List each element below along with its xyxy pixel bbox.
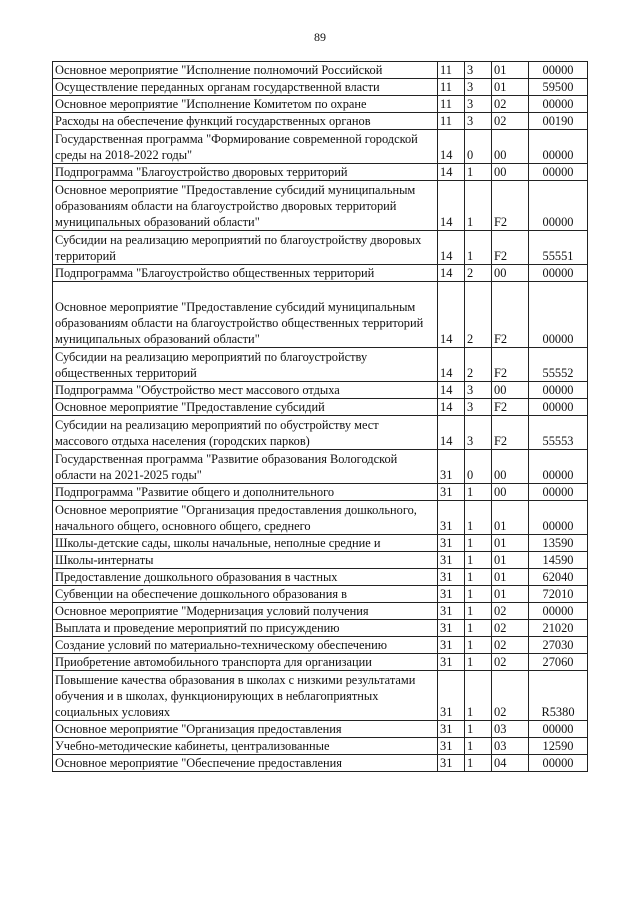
table-row [53,96,588,113]
program-code: 31 [438,569,465,586]
subprogram-code: 1 [465,671,492,721]
row-description: Создание условий по материально-техническому обеспечению [53,637,438,654]
subprogram-code: 3 [465,96,492,113]
activity-code: 01 [492,79,529,96]
subprogram-code: 1 [465,721,492,738]
activity-code: F2 [492,416,529,450]
program-code: 31 [438,654,465,671]
expense-direction-code: 00000 [529,399,588,416]
activity-code: 00 [492,450,529,484]
program-code: 31 [438,603,465,620]
table-row [53,399,588,416]
table-row [53,130,588,164]
subprogram-code: 2 [465,265,492,282]
row-description: Учебно-методические кабинеты, централизованные [53,738,438,755]
expense-direction-code: 00190 [529,113,588,130]
subprogram-code: 3 [465,416,492,450]
program-code: 14 [438,282,465,348]
row-description: Субвенции на обеспечение дошкольного образования в [53,586,438,603]
row-description: Школы-интернаты [53,552,438,569]
program-code: 31 [438,620,465,637]
activity-code: F2 [492,231,529,265]
table-row [53,654,588,671]
row-description: Предоставление дошкольного образования в частных [53,569,438,586]
activity-code: 01 [492,535,529,552]
subprogram-code: 1 [465,637,492,654]
table-row [53,113,588,130]
subprogram-code: 3 [465,79,492,96]
subprogram-code: 1 [465,231,492,265]
row-description: Основное мероприятие "Организация предоставления дошкольного, начального общего, основного общего, среднего [53,501,438,535]
row-description: Государственная программа "Формирование современной городской среды на 2018-2022 годы" [53,130,438,164]
subprogram-code: 1 [465,755,492,772]
row-description: Подпрограмма "Развитие общего и дополнительного [53,484,438,501]
expense-direction-code: 00000 [529,603,588,620]
activity-code: F2 [492,282,529,348]
expense-direction-code: 00000 [529,450,588,484]
table-body [53,62,588,772]
table-row [53,637,588,654]
expense-direction-code: 55552 [529,348,588,382]
activity-code: 02 [492,671,529,721]
row-description: Основное мероприятие "Исполнение Комитетом по охране [53,96,438,113]
table-row [53,79,588,96]
row-description: Расходы на обеспечение функций государственных органов [53,113,438,130]
row-description: Приобретение автомобильного транспорта для организации [53,654,438,671]
table-row [53,586,588,603]
expense-direction-code: 21020 [529,620,588,637]
program-code: 14 [438,231,465,265]
expense-direction-code: 62040 [529,569,588,586]
activity-code: 02 [492,654,529,671]
activity-code: 01 [492,501,529,535]
subprogram-code: 1 [465,654,492,671]
expense-direction-code: 13590 [529,535,588,552]
subprogram-code: 1 [465,501,492,535]
activity-code: 04 [492,755,529,772]
program-code: 14 [438,181,465,231]
activity-code: 00 [492,130,529,164]
subprogram-code: 3 [465,62,492,79]
program-code: 14 [438,265,465,282]
program-code: 11 [438,113,465,130]
program-code: 14 [438,399,465,416]
activity-code: 03 [492,738,529,755]
subprogram-code: 3 [465,399,492,416]
row-description: Выплата и проведение мероприятий по присуждению [53,620,438,637]
row-description: Государственная программа "Развитие образования Вологодской области на 2021-2025 годы" [53,450,438,484]
expense-direction-code: 00000 [529,484,588,501]
program-code: 31 [438,637,465,654]
row-description: Подпрограмма "Благоустройство дворовых территорий [53,164,438,181]
program-code: 31 [438,755,465,772]
row-description: Субсидии на реализацию мероприятий по благоустройству дворовых территорий [53,231,438,265]
row-description: Основное мероприятие "Исполнение полномочий Российской [53,62,438,79]
subprogram-code: 3 [465,113,492,130]
subprogram-code: 1 [465,586,492,603]
activity-code: 00 [492,265,529,282]
subprogram-code: 1 [465,552,492,569]
subprogram-code: 2 [465,282,492,348]
expense-direction-code: 00000 [529,130,588,164]
table-row [53,181,588,231]
activity-code: 02 [492,620,529,637]
table-row [53,484,588,501]
subprogram-code: 2 [465,348,492,382]
table-row [53,620,588,637]
row-description: Субсидии на реализацию мероприятий по благоустройству общественных территорий [53,348,438,382]
activity-code: 01 [492,586,529,603]
table-row [53,552,588,569]
expense-direction-code: 27030 [529,637,588,654]
subprogram-code: 1 [465,620,492,637]
expense-direction-code: 00000 [529,755,588,772]
activity-code: 02 [492,603,529,620]
program-code: 14 [438,130,465,164]
expense-direction-code: 00000 [529,265,588,282]
expense-direction-code: 00000 [529,501,588,535]
row-description: Основное мероприятие "Предоставление субсидий муниципальным образованиям области на благоустройство общественных территорий муниципальных образований области" [53,282,438,348]
table-row [53,501,588,535]
table-row [53,62,588,79]
subprogram-code: 1 [465,603,492,620]
program-code: 31 [438,586,465,603]
table-row [53,569,588,586]
activity-code: F2 [492,181,529,231]
expense-direction-code: 00000 [529,62,588,79]
row-description: Повышение качества образования в школах с низкими результатами обучения и в школах, функционирующих в неблагоприятных социальных условиях [53,671,438,721]
table-row [53,164,588,181]
program-code: 11 [438,96,465,113]
program-code: 31 [438,535,465,552]
program-code: 31 [438,738,465,755]
activity-code: 02 [492,637,529,654]
subprogram-code: 0 [465,130,492,164]
subprogram-code: 1 [465,738,492,755]
table-row [53,265,588,282]
activity-code: F2 [492,348,529,382]
subprogram-code: 1 [465,569,492,586]
table-row [53,535,588,552]
program-code: 31 [438,501,465,535]
activity-code: 02 [492,113,529,130]
program-code: 14 [438,382,465,399]
program-code: 11 [438,62,465,79]
expense-direction-code: 00000 [529,282,588,348]
subprogram-code: 1 [465,484,492,501]
expense-direction-code: 14590 [529,552,588,569]
table-row [53,671,588,721]
activity-code: 02 [492,96,529,113]
activity-code: 01 [492,569,529,586]
budget-classification-table [52,61,588,772]
expense-direction-code: 55553 [529,416,588,450]
activity-code: F2 [492,399,529,416]
program-code: 14 [438,348,465,382]
table-row [53,450,588,484]
expense-direction-code: 12590 [529,738,588,755]
expense-direction-code: 00000 [529,721,588,738]
program-code: 31 [438,450,465,484]
table-row [53,416,588,450]
table-row [53,382,588,399]
subprogram-code: 1 [465,535,492,552]
table-row [53,231,588,265]
activity-code: 01 [492,62,529,79]
expense-direction-code: 00000 [529,96,588,113]
expense-direction-code: R5380 [529,671,588,721]
subprogram-code: 0 [465,450,492,484]
activity-code: 03 [492,721,529,738]
row-description: Школы-детские сады, школы начальные, неполные средние и [53,535,438,552]
program-code: 31 [438,484,465,501]
row-description: Основное мероприятие "Предоставление субсидий муниципальным образованиям области на благоустройство дворовых территорий муниципальных образований области" [53,181,438,231]
expense-direction-code: 72010 [529,586,588,603]
table-row [53,348,588,382]
program-code: 14 [438,164,465,181]
activity-code: 01 [492,552,529,569]
subprogram-code: 3 [465,382,492,399]
expense-direction-code: 59500 [529,79,588,96]
table-row [53,721,588,738]
program-code: 14 [438,416,465,450]
program-code: 31 [438,671,465,721]
table-row [53,282,588,348]
row-description: Субсидии на реализацию мероприятий по обустройству мест массового отдыха населения (городских парков) [53,416,438,450]
row-description: Основное мероприятие "Обеспечение предоставления [53,755,438,772]
program-code: 31 [438,552,465,569]
table-row [53,738,588,755]
expense-direction-code: 27060 [529,654,588,671]
expense-direction-code: 00000 [529,382,588,399]
program-code: 31 [438,721,465,738]
subprogram-code: 1 [465,164,492,181]
expense-direction-code: 55551 [529,231,588,265]
activity-code: 00 [492,382,529,399]
expense-direction-code: 00000 [529,164,588,181]
row-description: Подпрограмма "Обустройство мест массового отдыха [53,382,438,399]
page-number: 89 [314,30,326,44]
table-row [53,603,588,620]
subprogram-code: 1 [465,181,492,231]
activity-code: 00 [492,164,529,181]
row-description: Основное мероприятие "Модернизация условий получения [53,603,438,620]
row-description: Подпрограмма "Благоустройство общественных территорий [53,265,438,282]
table-row [53,755,588,772]
row-description: Основное мероприятие "Организация предоставления [53,721,438,738]
row-description: Осуществление переданных органам государственной власти [53,79,438,96]
expense-direction-code: 00000 [529,181,588,231]
activity-code: 00 [492,484,529,501]
row-description: Основное мероприятие "Предоставление субсидий [53,399,438,416]
program-code: 11 [438,79,465,96]
